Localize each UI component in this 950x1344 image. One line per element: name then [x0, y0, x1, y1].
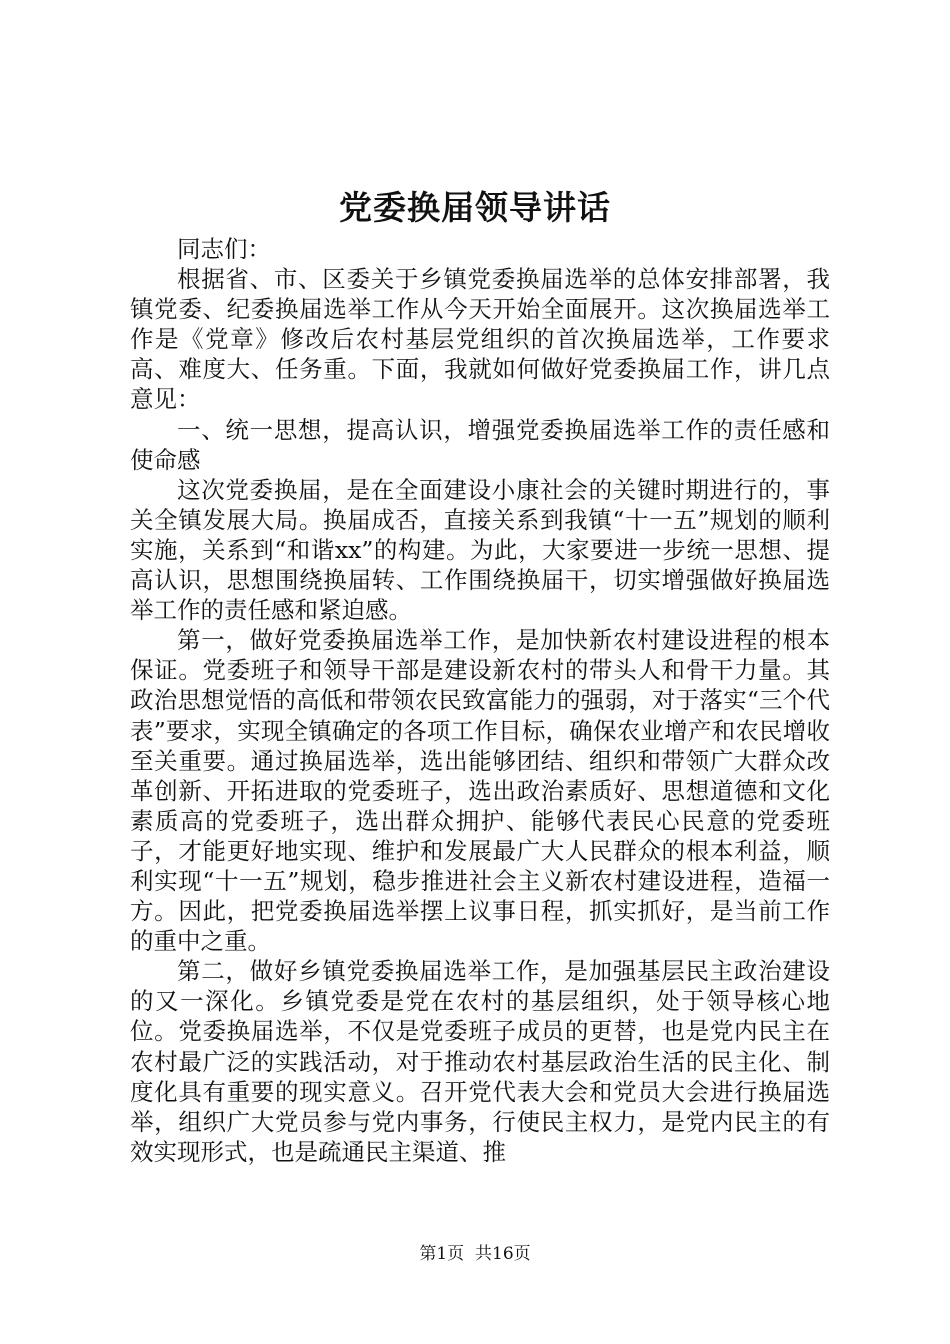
page-total: 共16页 [475, 1244, 531, 1264]
paragraph-point-2: 第二，做好乡镇党委换届选举工作，是加强基层民主政治建设的又一深化。乡镇党委是党在农村的基层组织，处于领导核心地位。党委换届选举，不仅是党委班子成员的更替，也是党内民主在农村最广泛的实践活动，对于推动农村基层政治生活的民主化、制度化具有重要的现实意义。召开党代表大会和党员大会进行换届选举，组织广大党员参与党内事务，行使民主权力，是党内民主的有效实现形式，也是疏通民主渠道、推 [130, 957, 830, 1166]
document-title: 党委换届领导讲话 [339, 188, 611, 227]
document-body [130, 234, 830, 1167]
paragraph-salutation: 同志们： [177, 235, 271, 263]
section-heading-1: 一、统一思想，提高认识，增强党委换届选举工作的责任感和使命感 [130, 415, 830, 474]
paragraph-intro: 根据省、市、区委关于乡镇党委换届选举的总体安排部署，我镇党委、纪委换届选举工作从今天开始全面展开。这次换届选举工作是《党章》修改后农村基层党组织的首次换届选举，工作要求高、难度大、任务重。下面，我就如何做好党委换届工作，讲几点意见： [130, 265, 830, 414]
paragraph-point-1: 第一，做好党委换届选举工作，是加快新农村建设进程的根本保证。党委班子和领导干部是建设新农村的带头人和骨干力量。其政治思想觉悟的高低和带领农民致富能力的强弱，对于落实“三个代表”要求，实现全镇确定的各项工作目标，确保农业增产和农民增收至关重要。通过换届选举，选出能够团结、组织和带领广大群众改革创新、开拓进取的党委班子，选出政治素质好、思想道德和文化素质高的党委班子，选出群众拥护、能够代表民心民意的党委班子，才能更好地实现、维护和发展最广大人民群众的根本利益，顺利实现“十一五”规划，稳步推进社会主义新农村建设进程，造福一方。因此，把党委换届选举摆上议事日程，抓实抓好，是当前工作的重中之重。 [130, 626, 830, 956]
page-number: 第1页 [419, 1244, 465, 1264]
page-footer [0, 1243, 950, 1265]
paragraph-context: 这次党委换届，是在全面建设小康社会的关键时期进行的，事关全镇发展大局。换届成否，直接关系到我镇“十一五”规划的顺利实施，关系到“和谐xx”的构建。为此，大家要进一步统一思想、提高认识，思想围绕换届转、工作围绕换届干，切实增强做好换届选举工作的责任感和紧迫感。 [130, 475, 830, 625]
